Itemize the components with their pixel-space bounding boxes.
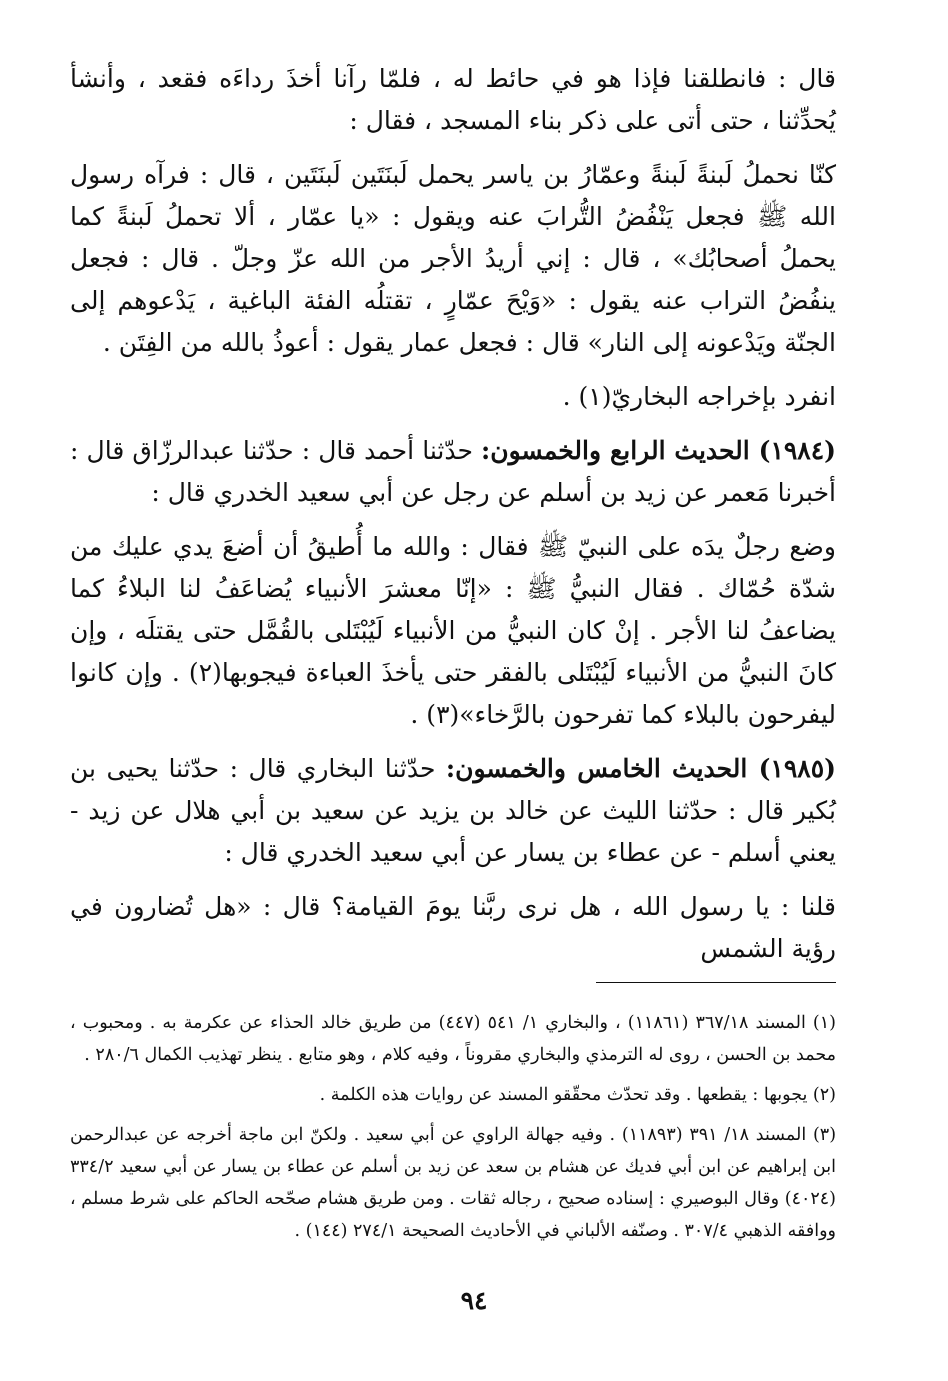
footnote	[70, 1119, 836, 1247]
hadith-title: (١٩٨٥) الحديث الخامس والخمسون:	[445, 754, 836, 783]
paragraph	[70, 58, 836, 142]
main-text	[70, 58, 836, 970]
hadith-heading-paragraph	[70, 748, 836, 874]
paragraph-text: كنّا نحملُ لَبنةً لَبنةً وعمّارُ بن ياسر يحمل لَبنَتَين لَبنَتَين ، قال : فرآه رسول الله ﷺ فجعل يَنْفُضُ التُّرابَ عنه ويقول : «يا عمّار ، ألا تحملُ لَبنةً كما يحملُ أصحابُك» ، قال : إني أريدُ الأجر من الله عزّ وجلّ . قال : فجعل ينفُضُ التراب عنه يقول : «وَيْحَ عمّارٍ ، تقتلُه الفئة الباغية ، يَدْعوهم إلى الجنّة ويَدْعونه إلى النار» قال : فجعل عمار يقول : أعوذُ بالله من الفِتَن .	[70, 160, 836, 357]
paragraph	[70, 526, 836, 736]
paragraph-text: حدّثنا أحمد قال : حدّثنا عبدالرزّاق قال : أخبرنا مَعمر عن زيد بن أسلم عن رجل عن أبي سعيد الخدري قال :	[70, 436, 836, 507]
footnote-text: (٣) المسند ١٨/ ٣٩١ (١١٨٩٣) . وفيه جهالة الراوي عن أبي سعيد . ولكنّ ابن ماجة أخرجه عن عبدالرحمن ابن إبراهيم عن ابن أبي فديك عن هشام بن سعد عن زيد بن أسلم عن عطاء بن يسار عن أبي سعيد ٣٣٤/٢ (٤٠٢٤) وقال البوصيري : إسناده صحيح ، رجاله ثقات . ومن طريق هشام صحّحه الحاكم على شرط مسلم ، ووافقه الذهبي ٣٠٧/٤ . وصنّفه الألباني في الأحاديث الصحيحة ٢٧٤/١ (١٤٤) .	[70, 1125, 837, 1241]
paragraph	[70, 376, 836, 418]
footnote-text: (١) المسند ٣٦٧/١٨ (١١٨٦١) ، والبخاري ١/ ٥٤١ (٤٤٧) من طريق خالد الحذاء عن عكرمة به . ومحبوب ، محمد بن الحسن ، روى له الترمذي والبخاري مقروناً ، وفيه كلام ، وهو متابع . ينظر تهذيب الكمال ٢٨٠/٦ .	[70, 1013, 836, 1065]
hadith-title: (١٩٨٤) الحديث الرابع والخمسون:	[481, 436, 836, 465]
paragraph-text: حدّثنا البخاري قال : حدّثنا يحيى بن بُكير قال : حدّثنا الليث عن خالد بن يزيد عن سعيد بن أبي هلال عن زيد - يعني أسلم - عن عطاء بن يسار عن أبي سعيد الخدري قال :	[70, 754, 836, 867]
footnote-separator	[596, 982, 836, 983]
footnotes	[70, 1007, 836, 1247]
paragraph-text: انفرد بإخراجه البخاريّ(١) .	[562, 382, 836, 411]
paragraph	[70, 886, 836, 970]
paragraph-text: وضع رجلٌ يدَه على النبيّ ﷺ فقال : والله ما أُطيقُ أن أضعَ يدي عليك من شدّة حُمّاك . فقال النبيُّ ﷺ : «إنّا معشرَ الأنبياء يُضاعَفُ لنا البلاءُ كما يضاعفُ لنا الأجر . إنْ كان النبيُّ من الأنبياء لَيُبْتَلى بالقُمَّل حتى يقتلَه ، وإن كانَ النبيُّ من الأنبياء لَيُبْتَلى بالفقر حتى يأخذَ العباءة فيجوبها(٢) . وإن كانوا ليفرحون بالبلاء كما تفرحون بالرَّخاء»(٣) .	[70, 532, 836, 729]
footnote	[70, 1007, 836, 1071]
footnote-text: (٢) يجوبها : يقطعها . وقد تحدّث محقّقو المسند عن روايات هذه الكلمة .	[319, 1085, 836, 1105]
hadith-heading-paragraph	[70, 430, 836, 514]
paragraph-text: قال : فانطلقنا فإذا هو في حائط له ، فلمّا رآنا أخذَ رداءَه فقعد ، وأنشأ يُحدِّثنا ، حتى أتى على ذكر بناء المسجد ، فقال :	[70, 64, 836, 135]
paragraph-text: قلنا : يا رسول الله ، هل نرى ربَّنا يومَ القيامة؟ قال : «هل تُضارون في رؤية الشمس	[70, 892, 836, 963]
paragraph	[70, 154, 836, 364]
page-number: ٩٤	[460, 1286, 488, 1315]
footnote	[70, 1079, 836, 1111]
